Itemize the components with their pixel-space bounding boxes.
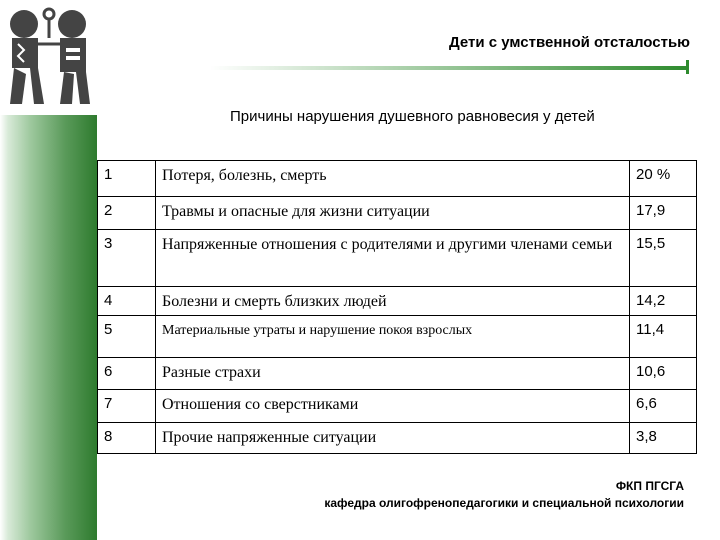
table-row — [98, 197, 697, 230]
table-row — [98, 358, 697, 390]
row-number: 1 — [98, 161, 156, 197]
table-row — [98, 230, 697, 287]
row-number: 4 — [98, 287, 156, 316]
causes-table — [97, 160, 697, 454]
cause-label: Напряженные отношения с родителями и другими членами семьи — [156, 230, 630, 287]
row-number: 3 — [98, 230, 156, 287]
page-title: Дети с умственной отсталостью — [448, 34, 690, 51]
row-number: 5 — [98, 316, 156, 358]
footer-department: кафедра олигофренопедагогики и специальной психологии — [324, 496, 684, 510]
logo-area — [0, 0, 97, 115]
table-row — [98, 423, 697, 454]
cause-label: Потеря, болезнь, смерть — [156, 161, 630, 197]
cause-label: Материальные утраты и нарушение покоя взрослых — [156, 316, 630, 358]
row-number: 7 — [98, 390, 156, 423]
cause-label: Болезни и смерть близких людей — [156, 287, 630, 316]
table-row — [98, 390, 697, 423]
row-number: 2 — [98, 197, 156, 230]
row-number: 8 — [98, 423, 156, 454]
percentage-value: 11,4 — [630, 316, 697, 358]
table-row — [98, 316, 697, 358]
children-logo-icon — [4, 4, 94, 109]
percentage-value: 6,6 — [630, 390, 697, 423]
table-row — [98, 161, 697, 197]
percentage-value: 17,9 — [630, 197, 697, 230]
footer-credit — [324, 478, 684, 512]
cause-label: Прочие напряженные ситуации — [156, 423, 630, 454]
percentage-value: 3,8 — [630, 423, 697, 454]
table-caption: Причины нарушения душевного равновесия у детей — [230, 108, 595, 125]
percentage-value: 20 % — [630, 161, 697, 197]
table-row — [98, 287, 697, 316]
row-number: 6 — [98, 358, 156, 390]
header-divider-end — [686, 60, 689, 74]
header-divider — [210, 66, 688, 70]
percentage-value: 15,5 — [630, 230, 697, 287]
cause-label: Разные страхи — [156, 358, 630, 390]
percentage-value: 14,2 — [630, 287, 697, 316]
cause-label: Отношения со сверстниками — [156, 390, 630, 423]
cause-label: Травмы и опасные для жизни ситуации — [156, 197, 630, 230]
percentage-value: 10,6 — [630, 358, 697, 390]
footer-org: ФКП ПГСГА — [615, 479, 684, 493]
